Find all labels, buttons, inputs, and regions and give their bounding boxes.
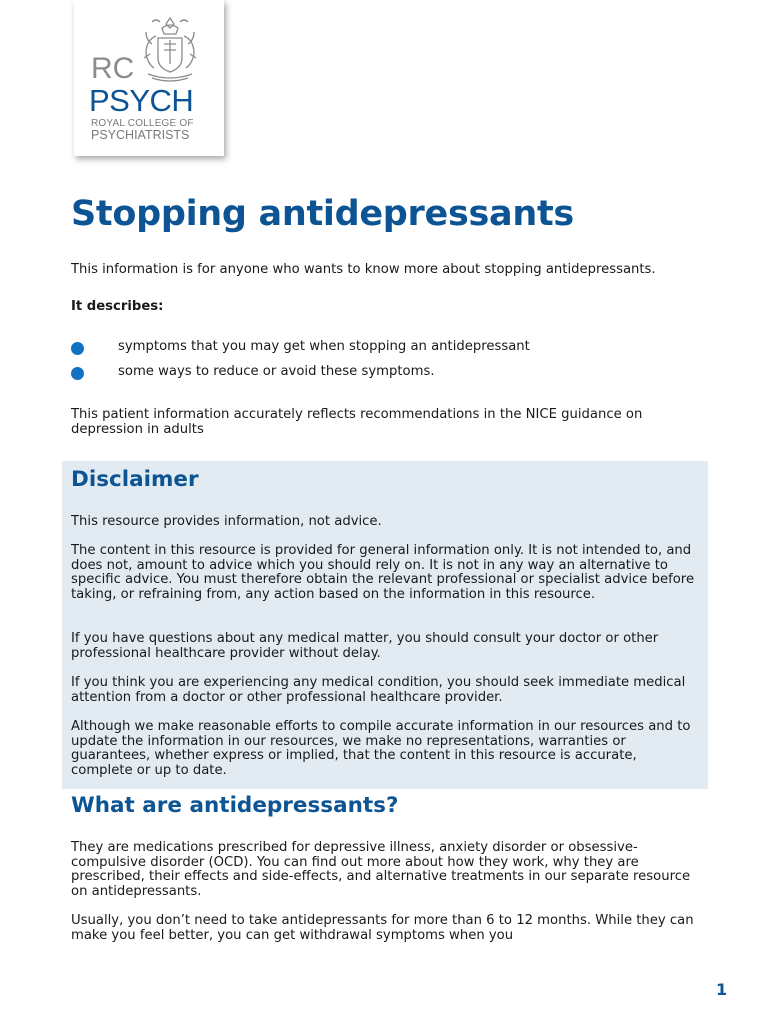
intro-paragraph: This information is for anyone who wants to know more about stopping antidepressants. xyxy=(71,262,656,277)
disclaimer-paragraph: If you have questions about any medical matter, you should consult your doctor or other professional healthcare provider without delay. xyxy=(71,631,659,661)
coat-of-arms-icon xyxy=(138,14,202,84)
page-number: 1 xyxy=(716,980,728,999)
bullet-dot-icon xyxy=(71,342,84,355)
bullet-list xyxy=(71,340,711,389)
logo-subtitle-line1: ROYAL COLLEGE OF xyxy=(91,118,194,129)
logo-subtitle-line2: PSYCHIATRISTS xyxy=(91,128,190,142)
what-paragraph: They are medications prescribed for depressive illness, anxiety disorder or obsessive-compulsive disorder (OCD). You can find out more about how they work, why they are prescribed, their effects and side-effects, and alternative treatments in our separate resource on antidepressants. xyxy=(71,840,691,900)
disclaimer-heading: Disclaimer xyxy=(71,467,199,492)
list-item xyxy=(71,340,711,365)
logo-rc-text: RC xyxy=(91,52,135,85)
nice-note: This patient information accurately reflects recommendations in the NICE guidance on depression in adults xyxy=(71,407,643,437)
list-item xyxy=(71,365,711,390)
bullet-text: some ways to reduce or avoid these symptoms. xyxy=(118,363,435,379)
disclaimer-paragraph: If you think you are experiencing any medical condition, you should seek immediate medical attention from a doctor or other professional healthcare provider. xyxy=(71,675,686,705)
logo-card xyxy=(74,0,224,156)
page-title: Stopping antidepressants xyxy=(71,194,574,234)
bullet-dot-icon xyxy=(71,367,84,380)
disclaimer-paragraph: The content in this resource is provided for general information only. It is not intended to, and does not, amount to advice which you should rely on. It is not in any way an alternative to specific advice. You must therefore obtain the relevant professional or specialist advice before taking, or refraining from, any action based on the information in this resource. xyxy=(71,543,695,603)
disclaimer-paragraph: Although we make reasonable efforts to compile accurate information in our resources and to update the information in our resources, we make no representations, warranties or guarantees, whether express or implied, that the content in this resource is accurate, complete or up to date. xyxy=(71,719,691,779)
disclaimer-paragraph: This resource provides information, not advice. xyxy=(71,514,382,529)
describes-label: It describes: xyxy=(71,299,164,314)
logo-psych-text: PSYCH xyxy=(89,83,194,118)
what-are-antidepressants-heading: What are antidepressants? xyxy=(71,793,399,818)
bullet-text: symptoms that you may get when stopping an antidepressant xyxy=(118,339,530,354)
what-paragraph: Usually, you don’t need to take antidepressants for more than 6 to 12 months. While they can make you feel better, you can get withdrawal symptoms when you xyxy=(71,913,694,943)
